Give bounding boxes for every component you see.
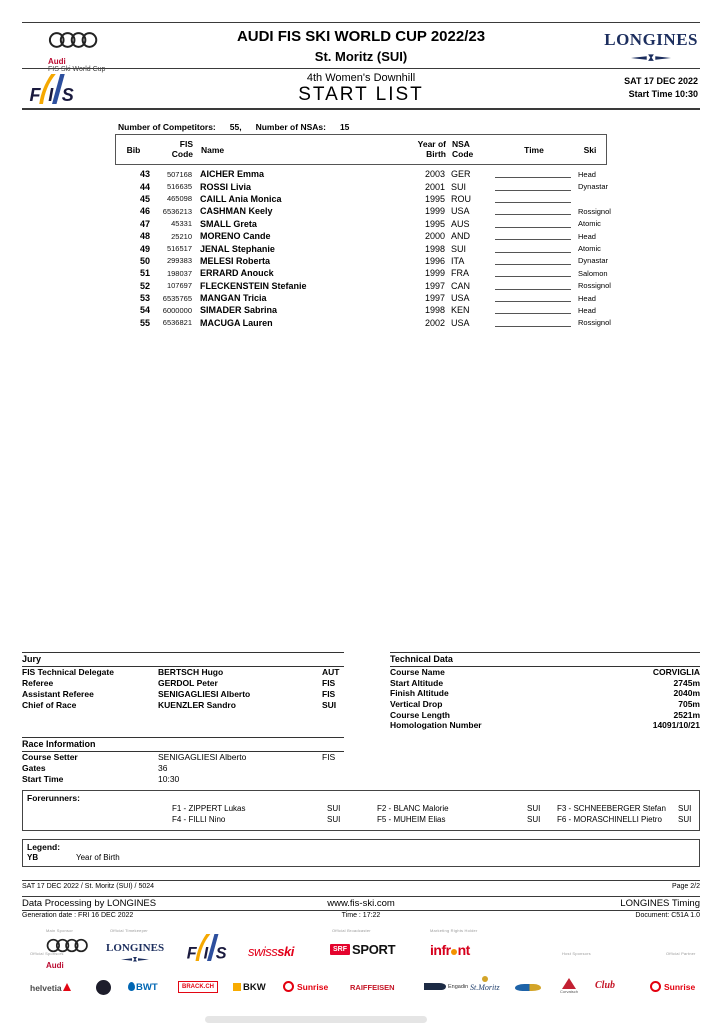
helvetia-sponsor-logo	[30, 983, 71, 993]
fis-code: 6536821	[162, 318, 192, 328]
bkw-text: BKW	[243, 982, 266, 993]
technical-row	[390, 667, 700, 678]
bwt-sponsor-logo	[128, 982, 158, 993]
time-cell	[493, 207, 573, 215]
helvetia-text: helvetia	[30, 983, 62, 993]
forerunner-nsa: SUI	[527, 815, 541, 824]
technical-label: Homologation Number	[390, 720, 482, 731]
footer-data-processing: Data Processing by LONGINES	[22, 897, 157, 909]
footer-rule-1	[22, 880, 700, 881]
col-time: Time	[524, 144, 544, 155]
technical-value: CORVIGLIA	[652, 667, 700, 678]
mountain-lake-logo	[515, 984, 541, 991]
time-cell	[493, 245, 573, 253]
technical-value: 2040m	[673, 688, 700, 699]
table-row	[115, 280, 611, 292]
brack-sponsor-logo: BRACK.CH	[178, 981, 218, 993]
year-of-birth: 2000	[424, 231, 445, 242]
club-sponsor-logo: Club	[595, 980, 616, 991]
bib-number: 47	[139, 218, 150, 229]
stmoritz-text: St.Moritz	[470, 983, 500, 992]
footer-generation-date: Generation date : FRI 16 DEC 2022	[22, 911, 134, 919]
sunrise-sponsor-logo	[283, 981, 328, 992]
fis-code: 25210	[171, 231, 192, 241]
jury-rows	[22, 667, 344, 710]
time-cell	[493, 306, 573, 314]
bkw-square-icon	[233, 983, 241, 991]
col-nsa-line1: NSA	[452, 139, 470, 149]
longines-sponsor-wordmark: LONGINES	[106, 942, 165, 954]
race-information-rows	[22, 752, 344, 784]
audi-brand-text: Audi	[48, 57, 66, 66]
infront-text-right: nt	[457, 942, 470, 958]
year-of-birth: 1998	[424, 243, 445, 254]
srf-sport-text: SPORT	[352, 942, 396, 957]
jury-nsa: FIS	[322, 678, 336, 689]
race-information-row	[22, 774, 344, 785]
nsas-value: 15	[339, 122, 350, 132]
race-information-row	[22, 752, 344, 763]
label-main-sponsor: Main Sponsor	[46, 928, 74, 933]
col-nsa-line2: Code	[452, 148, 474, 159]
table-row	[115, 255, 607, 267]
time-cell	[493, 282, 573, 290]
race-info-label: Course Setter	[22, 752, 78, 763]
time-blank-line	[495, 319, 571, 327]
fis-logo	[28, 74, 76, 109]
technical-label: Course Length	[390, 709, 450, 720]
swissski-text-light: swiss	[248, 944, 278, 959]
jury-role: Referee	[22, 678, 54, 689]
fis-code: 6000000	[162, 305, 192, 315]
fis-code: 507168	[166, 169, 192, 179]
engadin-text: Engadin	[448, 983, 469, 990]
bwt-drop-icon	[128, 982, 135, 991]
bib-number: 53	[139, 293, 150, 304]
time-cell	[493, 170, 573, 178]
swissski-sponsor-logo	[248, 944, 294, 959]
helvetia-sail-icon	[63, 983, 71, 991]
fis-code: 465098	[166, 194, 192, 204]
time-cell	[493, 269, 573, 277]
jury-row	[22, 699, 344, 710]
label-marketing-rights: Marketing Rights Holder	[430, 928, 478, 933]
table-row	[115, 180, 607, 192]
race-information-row	[22, 763, 344, 774]
competitor-name: AICHER Emma	[200, 169, 265, 180]
table-row	[115, 230, 607, 242]
nsa-code: ROU	[451, 193, 471, 204]
event-location: St. Moritz (SUI)	[314, 49, 408, 64]
bib-number: 45	[139, 193, 150, 204]
col-fis-line2: Code	[171, 148, 193, 159]
time-cell	[493, 294, 573, 302]
forerunner-nsa: SUI	[327, 815, 341, 824]
time-blank-line	[495, 269, 571, 277]
col-fis-code	[151, 140, 193, 159]
competitor-name: FLECKENSTEIN Stefanie	[200, 280, 307, 291]
header-mid-rule	[22, 68, 700, 69]
nsa-code: AND	[451, 231, 471, 242]
technical-value: 14091/10/21	[652, 720, 700, 731]
forerunner-nsa: SUI	[678, 815, 692, 824]
footer-line-3	[22, 912, 700, 919]
time-blank-line	[495, 170, 571, 178]
footer-website: www.fis-ski.com	[327, 897, 395, 909]
bib-number: 50	[139, 255, 150, 266]
nsa-code: KEN	[451, 305, 470, 316]
jury-nsa: SUI	[322, 699, 337, 710]
engadin-boat-icon	[424, 983, 446, 990]
competitor-name: MACUGA Lauren	[200, 317, 273, 328]
ski-brand: Rossignol	[578, 318, 611, 328]
time-blank-line	[495, 183, 571, 191]
legend-title: Legend:	[27, 842, 61, 852]
jury-nsa: FIS	[322, 688, 336, 699]
sunrise-ring-icon	[283, 981, 294, 992]
competitor-name: MORENO Cande	[200, 231, 271, 242]
time-cell	[493, 257, 573, 265]
race-date: SAT 17 DEC 2022	[624, 76, 698, 86]
competitor-name: SMALL Greta	[200, 218, 257, 229]
year-of-birth: 1998	[424, 305, 445, 316]
legend-section	[22, 839, 700, 867]
ski-brand: Head	[578, 293, 596, 303]
audi-sponsor-text: Audi	[46, 961, 64, 970]
race-info-value: 36	[158, 763, 168, 774]
competitor-name: MANGAN Tricia	[200, 293, 267, 304]
year-of-birth: 1997	[424, 280, 445, 291]
ski-brand: Atomic	[578, 244, 601, 254]
svg-text:F: F	[186, 944, 197, 961]
time-blank-line	[495, 294, 571, 302]
ski-brand: Dynastar	[578, 256, 609, 266]
fis-code: 516517	[166, 244, 192, 254]
footer-event-ref: SAT 17 DEC 2022 / St. Moritz (SUI) / 5024	[22, 883, 155, 890]
table-row	[115, 317, 611, 329]
swissski-text-bold: ski	[277, 944, 294, 959]
srf-badge: SRF	[330, 944, 350, 955]
ski-brand: Rossignol	[578, 281, 611, 291]
ski-brand: Atomic	[578, 219, 601, 229]
header-bottom-rule	[22, 108, 700, 110]
footer-line-2	[22, 898, 700, 909]
time-blank-line	[495, 232, 571, 240]
bib-number: 52	[139, 280, 150, 291]
nsa-code: USA	[451, 293, 470, 304]
table-row	[115, 267, 607, 279]
time-cell	[493, 232, 573, 240]
sunrise-text: Sunrise	[297, 981, 329, 992]
technical-label: Finish Altitude	[390, 688, 449, 699]
nsa-code: GER	[451, 169, 471, 180]
nsa-code: SUI	[451, 181, 467, 192]
table-row	[115, 242, 607, 254]
competitor-name: ROSSI Livia	[200, 181, 252, 192]
ski-brand: Rossignol	[578, 206, 611, 216]
start-list-header	[115, 134, 607, 165]
header-top-rule	[22, 22, 700, 23]
nsa-code: SUI	[451, 243, 467, 254]
fis-code: 6535765	[162, 293, 192, 303]
ski-brand: Head	[578, 231, 596, 241]
world-cup-title: AUDI FIS SKI WORLD CUP 2022/23	[236, 28, 486, 45]
year-of-birth: 1995	[424, 193, 445, 204]
forerunner-name: F1 - ZIPPERT Lukas	[172, 804, 246, 813]
technical-value: 2745m	[673, 677, 700, 688]
forerunner-name: F4 - FILLI Nino	[172, 815, 226, 824]
technical-rows	[390, 667, 700, 731]
race-info-label: Start Time	[22, 773, 64, 784]
race-info-value: SENIGAGLIESI Alberto	[158, 752, 247, 763]
year-of-birth: 2002	[424, 317, 445, 328]
time-cell	[493, 183, 573, 191]
bib-number: 44	[139, 181, 150, 192]
jury-row	[22, 667, 344, 678]
corvatsch-mountain-icon	[562, 978, 576, 989]
audi-fis-logo	[48, 30, 105, 73]
svg-text:S: S	[61, 85, 74, 104]
sunrise-sponsor-logo-right	[650, 981, 695, 992]
time-blank-line	[495, 195, 571, 203]
legend-value: Year of Birth	[76, 853, 120, 862]
corvatsch-text: Corvatsch	[560, 989, 579, 994]
fis-code: 516635	[166, 182, 192, 192]
forerunner-nsa: SUI	[527, 804, 541, 813]
col-name: Name	[201, 144, 225, 155]
table-row	[115, 292, 607, 304]
longines-winged-hourglass-icon	[120, 956, 150, 963]
competitor-counts	[118, 122, 363, 132]
nsa-code: ITA	[451, 255, 465, 266]
nsa-code: CAN	[451, 280, 471, 291]
fis-code: 45331	[171, 219, 192, 229]
forerunner-name: F3 - SCHNEEBERGER Stefan	[557, 804, 666, 813]
corvatsch-sponsor-logo	[560, 978, 578, 994]
srf-sport-sponsor-logo	[330, 942, 395, 957]
time-blank-line	[495, 282, 571, 290]
technical-row	[390, 688, 700, 699]
infront-text-left: infr	[430, 942, 451, 958]
footer-document-ref: Document: C51A 1.0	[635, 911, 700, 919]
race-info-label: Gates	[22, 763, 46, 774]
nsa-code: FRA	[451, 268, 469, 279]
col-year-of-birth	[378, 140, 446, 159]
jury-section	[22, 652, 344, 710]
audi-rings-icon	[48, 30, 100, 50]
round-badge-logo	[96, 980, 111, 995]
jury-role: FIS Technical Delegate	[22, 667, 114, 678]
svg-text:I: I	[48, 85, 54, 104]
sunrise-text: Sunrise	[664, 981, 696, 992]
year-of-birth: 1999	[424, 206, 445, 217]
footer-generation-time: Time : 17:22	[341, 911, 381, 919]
technical-row	[390, 720, 700, 731]
footer-timing: LONGINES Timing	[620, 897, 700, 909]
bib-number: 51	[139, 268, 150, 279]
fis-code: 198037	[166, 268, 192, 278]
col-yob-line1: Year of	[417, 139, 446, 149]
fis-code: 6536213	[162, 206, 192, 216]
bib-number: 55	[139, 317, 150, 328]
year-of-birth: 1995	[424, 218, 445, 229]
svg-text:I: I	[203, 944, 209, 961]
technical-data-section	[390, 652, 700, 731]
stmoritz-sponsor-logo	[470, 976, 500, 992]
infront-sponsor-logo	[430, 942, 470, 958]
table-row	[115, 193, 607, 205]
start-list-rows	[115, 168, 611, 329]
ski-brand: Salomon	[578, 268, 608, 278]
col-fis-line1: FIS	[179, 139, 193, 149]
nsa-code: AUS	[451, 218, 470, 229]
year-of-birth: 1996	[424, 255, 445, 266]
col-nsa-code	[446, 140, 494, 159]
forerunner-nsa: SUI	[678, 804, 692, 813]
forerunners-title: Forerunners:	[27, 793, 80, 803]
infront-dot-icon	[451, 949, 457, 955]
race-information-title: Race Information	[22, 738, 344, 752]
jury-row	[22, 689, 344, 700]
footer-page-number: Page 2/2	[671, 883, 700, 890]
col-yob-line2: Birth	[426, 148, 446, 159]
label-official-timekeeper: Official Timekeeper	[110, 928, 148, 933]
start-time-label: Start Time 10:30	[628, 89, 698, 99]
forerunner-name: F5 - MUHEIM Elias	[377, 815, 446, 824]
technical-label: Start Altitude	[390, 677, 444, 688]
longines-wordmark: LONGINES	[604, 30, 698, 49]
sunrise-ring-icon	[650, 981, 661, 992]
bib-number: 54	[139, 305, 150, 316]
forerunner-nsa: SUI	[327, 804, 341, 813]
technical-row	[390, 699, 700, 710]
time-blank-line	[495, 245, 571, 253]
technical-row	[390, 709, 700, 720]
forerunners-rows	[172, 803, 695, 825]
bib-number: 43	[139, 169, 150, 180]
time-cell	[493, 220, 573, 228]
bib-number: 48	[139, 231, 150, 242]
bottom-bar	[205, 1016, 427, 1023]
competitor-name: JENAL Stephanie	[200, 243, 275, 254]
race-name: 4th Women's Downhill	[306, 72, 416, 84]
year-of-birth: 1999	[424, 268, 445, 279]
jury-nsa: AUT	[322, 667, 340, 678]
col-ski: Ski	[583, 144, 597, 155]
nsa-code: USA	[451, 317, 470, 328]
bib-number: 49	[139, 243, 150, 254]
competitors-label: Number of Competitors:	[118, 122, 216, 132]
technical-data-title: Technical Data	[390, 653, 700, 667]
raiffeisen-sponsor-logo: RAIFFEISEN	[350, 983, 395, 992]
forerunner-name: F2 - BLANC Malorie	[377, 804, 449, 813]
jury-title: Jury	[22, 653, 344, 667]
fis-logo-icon	[186, 934, 228, 961]
legend-row	[27, 853, 695, 862]
bkw-sponsor-logo	[233, 982, 266, 993]
label-official-partner: Official Partner	[666, 951, 696, 956]
svg-text:F: F	[29, 85, 41, 104]
competitor-name: CASHMAN Keely	[200, 206, 273, 217]
jury-name: SENIGAGLIESI Alberto	[158, 688, 251, 699]
forerunner-name: F6 - MORASCHINELLI Pietro	[557, 815, 662, 824]
label-official-broadcaster: Official Broadcaster	[332, 928, 371, 933]
race-info-nsa: FIS	[322, 752, 336, 763]
legend-key: YB	[27, 853, 39, 862]
engadin-sponsor-logo	[424, 983, 468, 990]
col-bib: Bib	[126, 144, 141, 155]
year-of-birth: 2003	[424, 169, 445, 180]
time-blank-line	[495, 207, 571, 215]
ski-brand: Head	[578, 169, 596, 179]
longines-header-logo	[604, 30, 698, 68]
year-of-birth: 2001	[424, 181, 445, 192]
jury-role: Chief of Race	[22, 699, 77, 710]
technical-value: 705m	[678, 699, 700, 710]
document-title: START LIST	[298, 84, 424, 105]
forerunners-section	[22, 790, 700, 831]
competitor-name: MELESI Roberta	[200, 255, 271, 266]
competitor-name: SIMADER Sabrina	[200, 305, 278, 316]
fis-code: 107697	[166, 281, 192, 291]
jury-name: GERDOL Peter	[158, 678, 218, 689]
bwt-text: BWT	[136, 982, 158, 993]
technical-label: Vertical Drop	[390, 699, 443, 710]
race-information-section	[22, 737, 344, 784]
bib-number: 46	[139, 206, 150, 217]
stmoritz-sun-icon	[482, 976, 488, 982]
technical-label: Course Name	[390, 667, 445, 678]
time-cell	[493, 319, 573, 327]
table-row	[115, 304, 607, 316]
audi-sub-text: FIS Ski World Cup	[48, 66, 106, 73]
race-info-value: 10:30	[158, 773, 180, 784]
ski-brand: Dynastar	[578, 182, 609, 192]
label-official-sponsors: Official Sponsors	[30, 951, 64, 956]
nsa-code: USA	[451, 206, 470, 217]
footer-line-1	[22, 883, 700, 890]
ski-brand: Head	[578, 305, 596, 315]
time-blank-line	[495, 220, 571, 228]
technical-value: 2521m	[673, 709, 700, 720]
fis-sponsor-logo	[186, 934, 228, 966]
fis-logo-icon	[28, 74, 76, 104]
competitors-value: 55,	[229, 122, 242, 132]
jury-row	[22, 678, 344, 689]
longines-sponsor-logo	[106, 942, 164, 966]
competitor-name: CAILL Ania Monica	[200, 193, 282, 204]
table-row	[115, 205, 611, 217]
fis-code: 299383	[166, 256, 192, 266]
jury-role: Assistant Referee	[22, 688, 94, 699]
technical-row	[390, 678, 700, 689]
time-cell	[493, 195, 573, 203]
jury-name: KUENZLER Sandro	[158, 699, 236, 710]
time-blank-line	[495, 306, 571, 314]
nsas-label: Number of NSAs:	[255, 122, 326, 132]
table-row	[115, 168, 607, 180]
time-blank-line	[495, 257, 571, 265]
svg-text:S: S	[215, 944, 227, 961]
longines-winged-hourglass-icon	[629, 53, 673, 63]
competitor-name: ERRARD Anouck	[200, 268, 274, 279]
year-of-birth: 1997	[424, 293, 445, 304]
jury-name: BERTSCH Hugo	[158, 667, 224, 678]
table-row	[115, 218, 607, 230]
label-host-sponsors: Host Sponsors	[562, 951, 591, 956]
